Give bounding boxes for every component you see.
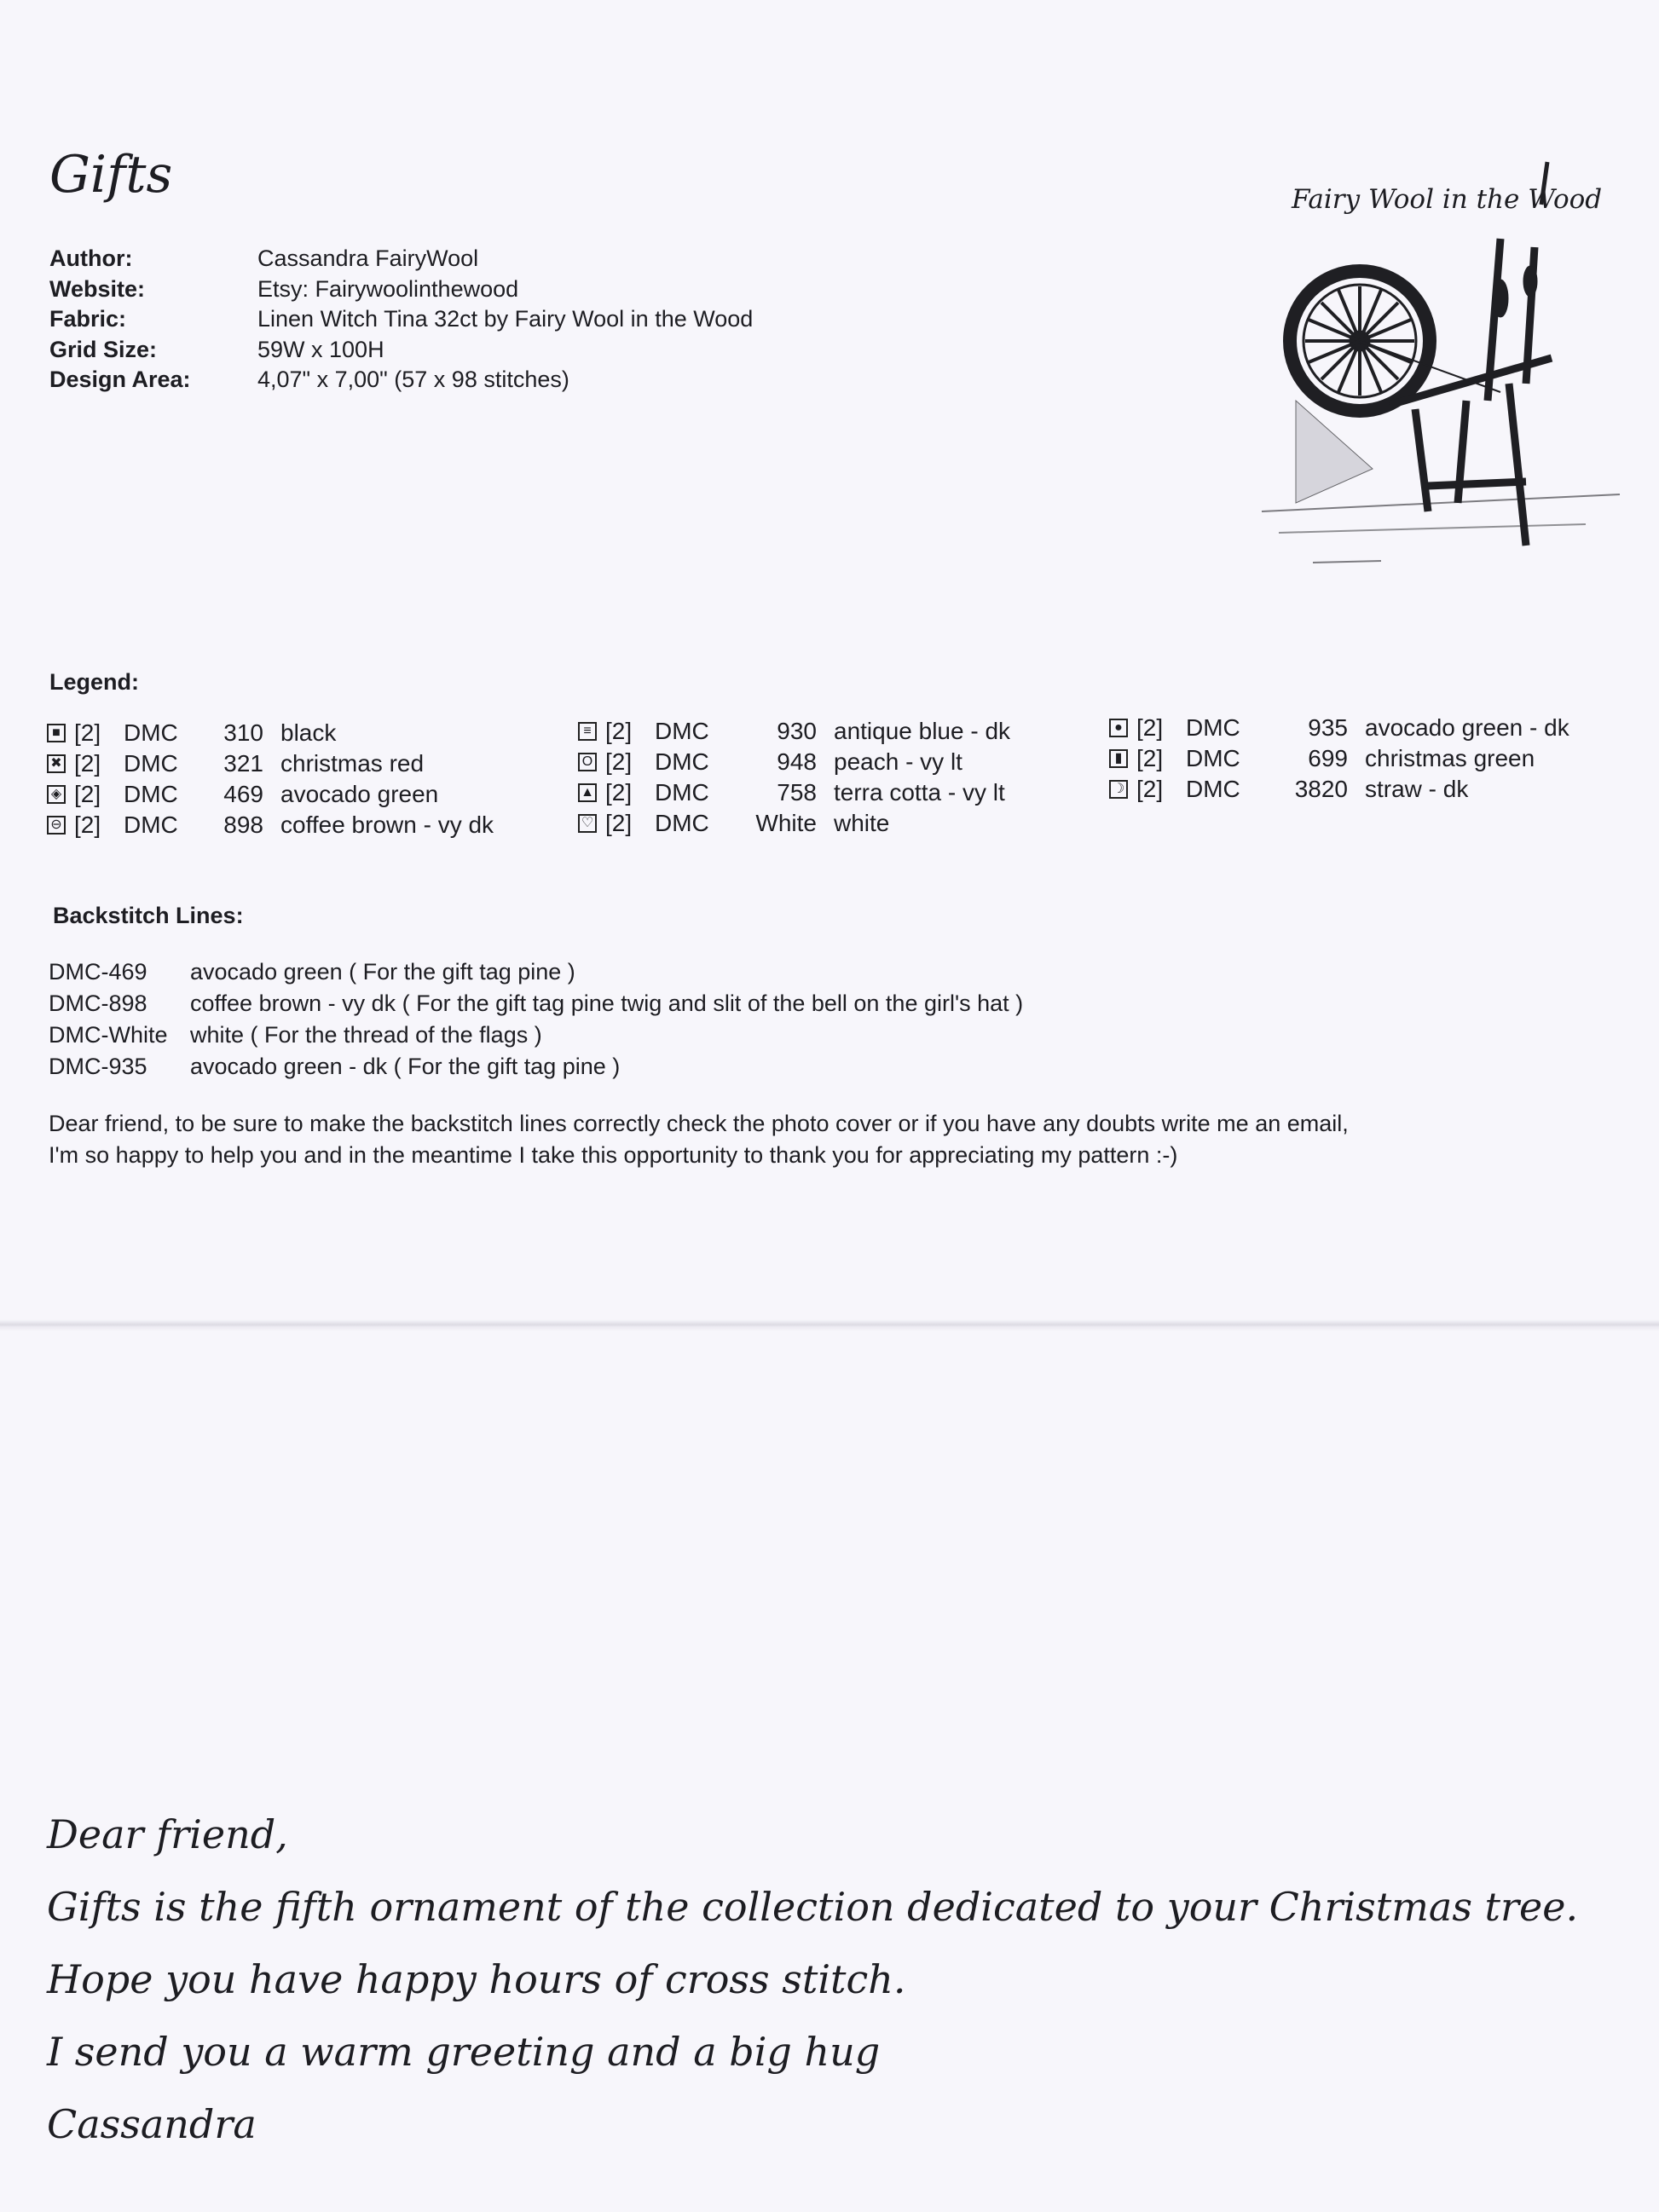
legend-brand: DMC (1186, 745, 1240, 771)
website-label: Website: (49, 275, 146, 302)
backstitch-line (49, 1051, 1023, 1083)
letter-greeting: Dear friend, (47, 1811, 288, 1857)
legend-item (1109, 743, 1569, 774)
legend-item (578, 777, 1010, 808)
legend-color-name: antique blue - dk (834, 718, 1011, 744)
backstitch-code: DMC-898 (49, 990, 147, 1016)
legend-strands: [2] (605, 748, 633, 775)
legend-brand: DMC (655, 810, 709, 836)
legend-strands: [2] (1136, 745, 1164, 771)
legend-strands: [2] (605, 718, 633, 744)
grid-size-row (49, 335, 753, 366)
symbol-moon-icon: ☽ (1109, 780, 1128, 799)
backstitch-note (49, 1108, 1349, 1171)
legend-number: 758 (777, 779, 817, 806)
letter-line: Hope you have happy hours of cross stitch. (47, 1956, 906, 2002)
legend-brand: DMC (124, 719, 178, 746)
symbol-lines-icon: ≡ (578, 722, 597, 741)
fabric-row (49, 304, 753, 335)
legend-item (1109, 713, 1569, 743)
legend-strands: [2] (74, 719, 101, 746)
brand-logo-text: Fairy Wool in the Wood (1292, 184, 1603, 215)
legend-brand: DMC (655, 748, 709, 775)
legend-brand: DMC (124, 750, 178, 777)
legend-number: White (755, 810, 817, 836)
pattern-info (49, 244, 753, 396)
letter-signature: Cassandra (47, 2101, 257, 2147)
backstitch-list (49, 956, 1023, 1083)
handwritten-letter (47, 1799, 1578, 2161)
design-area-row (49, 365, 753, 396)
legend-number: 898 (223, 811, 263, 838)
website-value: Etsy: Fairywoolinthewood (257, 275, 519, 302)
symbol-circle-minus-icon: ⊖ (47, 816, 66, 835)
legend-number: 699 (1308, 745, 1348, 771)
legend-item (47, 718, 494, 748)
legend-color-name: avocado green (280, 781, 439, 807)
backstitch-line (49, 956, 1023, 988)
legend-brand: DMC (1186, 776, 1240, 802)
backstitch-text: avocado green ( For the gift tag pine ) (190, 959, 575, 985)
legend-number: 948 (777, 748, 817, 775)
backstitch-heading: Backstitch Lines: (53, 903, 244, 928)
legend-column-3 (1109, 713, 1569, 805)
legend-number: 3820 (1294, 776, 1348, 802)
note-line: I'm so happy to help you and in the meantime I take this opportunity to thank you for appreciating my pattern :-) (49, 1142, 1178, 1168)
letter-line: Gifts is the fifth ornament of the collection dedicated to your Christmas tree. (47, 1884, 1579, 1930)
symbol-diamond-icon: ◈ (47, 785, 66, 804)
page-title: Gifts (49, 145, 173, 205)
legend-color-name: terra cotta - vy lt (834, 779, 1005, 806)
legend-number: 310 (223, 719, 263, 746)
legend-column-1 (47, 718, 494, 840)
legend-color-name: white (834, 810, 890, 836)
legend-color-name: christmas red (280, 750, 425, 777)
legend-color-name: peach - vy lt (834, 748, 962, 775)
backstitch-line (49, 988, 1023, 1019)
symbol-heart-icon: ♡ (578, 814, 597, 833)
legend-strands: [2] (74, 750, 101, 777)
legend-item (578, 747, 1010, 777)
legend-color-name: avocado green - dk (1365, 714, 1569, 741)
legend-strands: [2] (1136, 714, 1164, 741)
letter-line: I send you a warm greeting and a big hug (47, 2029, 881, 2075)
legend-number: 321 (223, 750, 263, 777)
symbol-o-icon: O (578, 753, 597, 771)
grid-size-label: Grid Size: (49, 336, 158, 362)
backstitch-text: coffee brown - vy dk ( For the gift tag pine twig and slit of the bell on the girl's hat ) (190, 990, 1024, 1016)
legend-strands: [2] (1136, 776, 1164, 802)
fabric-value: Linen Witch Tina 32ct by Fairy Wool in the Wood (257, 306, 754, 332)
backstitch-code: DMC-White (49, 1022, 168, 1048)
design-area-value: 4,07" x 7,00" (57 x 98 stitches) (257, 367, 569, 392)
legend-number: 469 (223, 781, 263, 807)
legend-item (47, 779, 494, 810)
legend-item (1109, 774, 1569, 805)
author-value: Cassandra FairyWool (257, 245, 479, 271)
legend-brand: DMC (655, 718, 709, 744)
design-area-label: Design Area: (49, 367, 191, 392)
author-label: Author: (49, 245, 133, 271)
grid-size-value: 59W x 100H (257, 336, 384, 362)
legend-brand: DMC (124, 811, 178, 838)
legend-brand: DMC (655, 779, 709, 806)
backstitch-line (49, 1019, 1023, 1051)
note-line: Dear friend, to be sure to make the backstitch lines correctly check the photo cover or if you have any doubts write me an email, (49, 1111, 1349, 1136)
legend-color-name: black (280, 719, 337, 746)
legend-item (578, 716, 1010, 747)
legend-number: 935 (1308, 714, 1348, 741)
paper-fold-crease (0, 1320, 1659, 1331)
author-row (49, 244, 753, 274)
legend-brand: DMC (1186, 714, 1240, 741)
legend-strands: [2] (605, 810, 633, 836)
legend-color-name: coffee brown - vy dk (280, 811, 494, 838)
legend-color-name: straw - dk (1365, 776, 1469, 802)
fabric-label: Fabric: (49, 306, 127, 332)
legend-brand: DMC (124, 781, 178, 807)
symbol-triangle-icon: ▲ (578, 783, 597, 802)
legend-item (47, 810, 494, 840)
legend-number: 930 (777, 718, 817, 744)
legend-strands: [2] (605, 779, 633, 806)
legend-strands: [2] (74, 811, 101, 838)
symbol-cross-icon: ✖ (47, 754, 66, 773)
backstitch-text: avocado green - dk ( For the gift tag pine ) (190, 1054, 621, 1079)
spinning-wheel-logo (1245, 145, 1637, 580)
legend-column-2 (578, 716, 1010, 839)
symbol-bar-icon: ▮ (1109, 749, 1128, 768)
legend-item (47, 748, 494, 779)
legend-color-name: christmas green (1365, 745, 1535, 771)
website-row (49, 274, 753, 305)
backstitch-code: DMC-469 (49, 959, 147, 985)
backstitch-code: DMC-935 (49, 1054, 147, 1079)
symbol-dot-icon: ● (1109, 719, 1128, 737)
backstitch-text: white ( For the thread of the flags ) (190, 1022, 542, 1048)
symbol-black-square-icon: ■ (47, 724, 66, 742)
legend-item (578, 808, 1010, 839)
legend-strands: [2] (74, 781, 101, 807)
legend-heading: Legend: (49, 669, 139, 695)
